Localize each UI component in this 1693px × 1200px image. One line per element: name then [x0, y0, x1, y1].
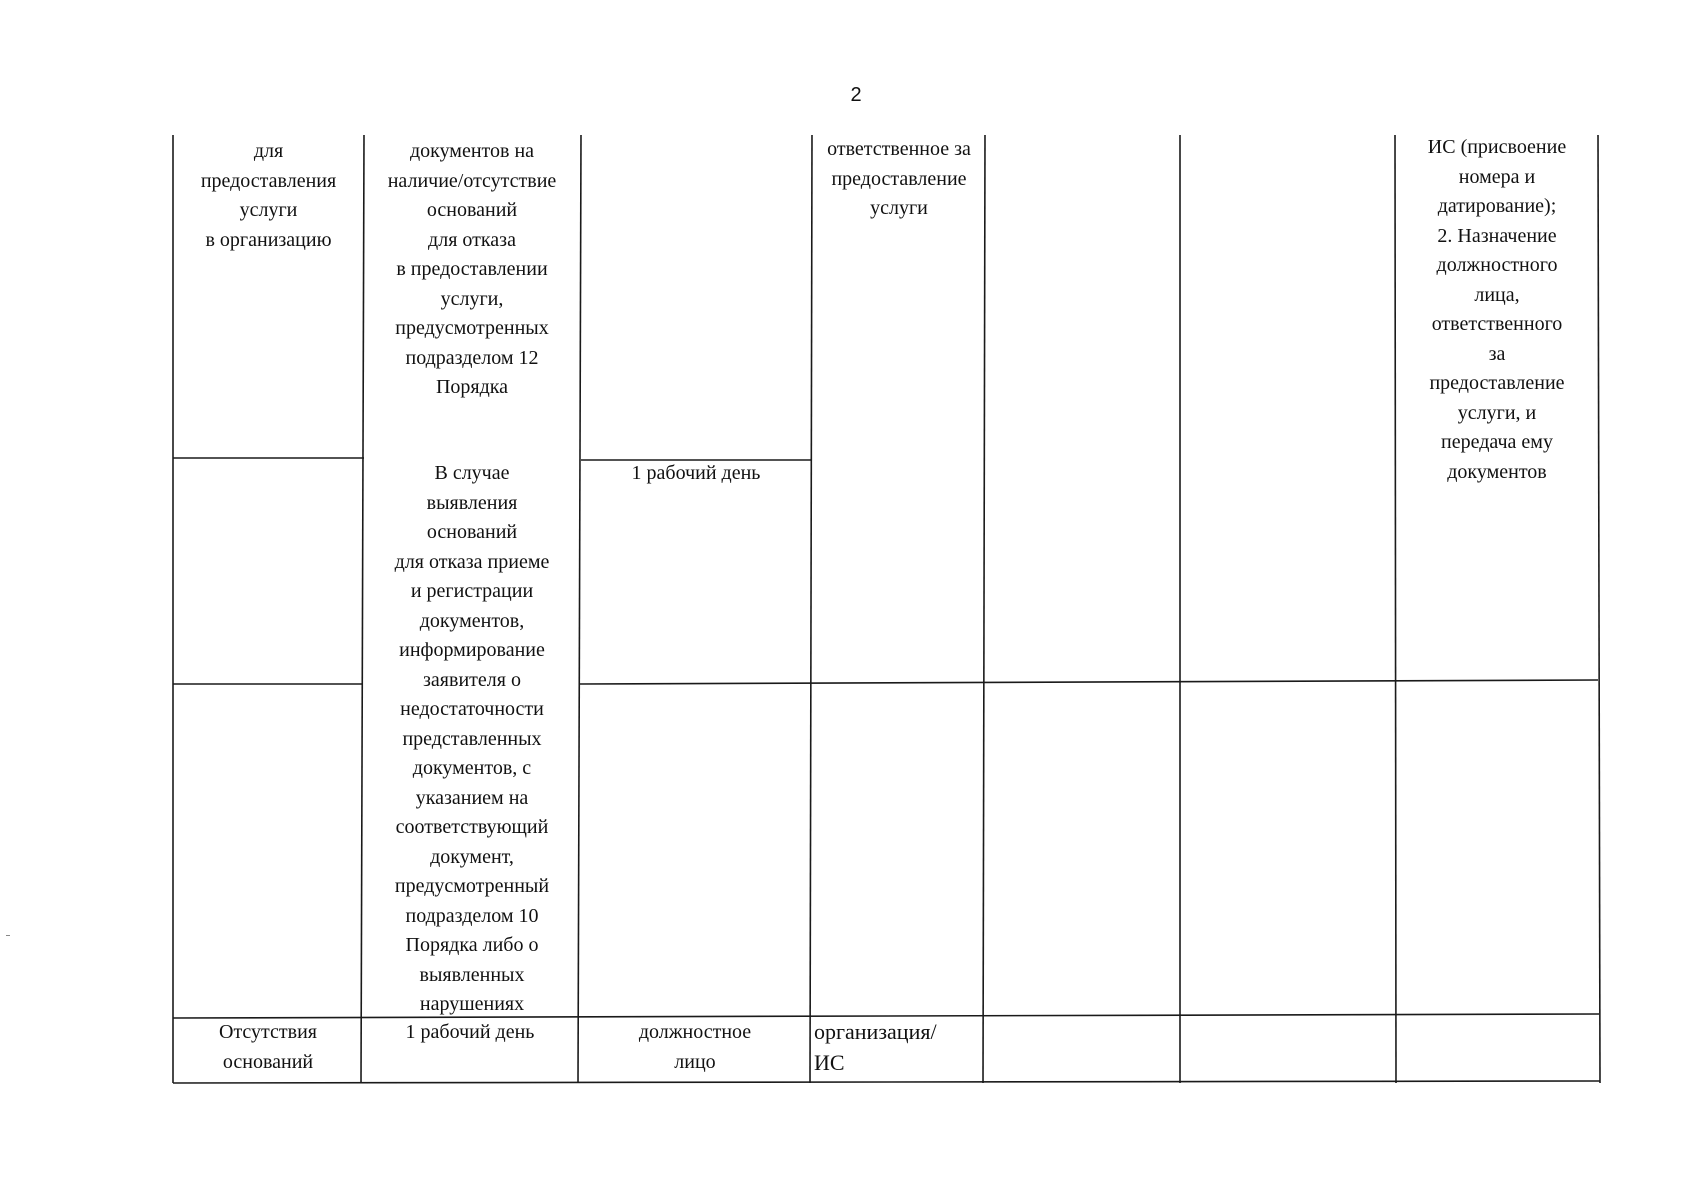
cell-r4-c3: должностное лицо	[638, 1021, 752, 1073]
cell-r1-c2: документов на наличие/отсутствие оснований для отказа в предоставлении услуги, предусмотренных подразделом 12 Порядка	[387, 140, 557, 398]
cell-r1-c7: ИС (присвоение номера и датирование); 2. Назначение должностного лица, ответственного за предоставление услуги, и передача ему документов	[1427, 136, 1567, 483]
cell-r1-c4: ответственное за предоставление услуги	[827, 138, 971, 219]
scan-speck	[6, 935, 10, 936]
table-border-bottom	[173, 1081, 1600, 1083]
table-border-right	[1598, 135, 1600, 1083]
page-number: 2	[850, 84, 862, 106]
cell-r4-c1: Отсутствия оснований	[219, 1021, 317, 1073]
row-divider-2-col3to7	[580, 680, 1598, 684]
column-divider-4	[983, 135, 985, 1083]
cell-r2-c2: В случае выявления оснований для отказа приеме и регистрации документов, информирование заявителя о недостаточности представленных документов, с указанием на соответствующий документ, предусмотренный подразделом 10 Порядка либо о выявленных нарушениях	[394, 462, 550, 1015]
cell-r1-c1: для предоставления услуги в организацию	[200, 140, 337, 251]
column-divider-3	[810, 135, 812, 1083]
cell-r4-c4: организация/ ИС	[814, 1019, 937, 1075]
cell-r2-c3: 1 рабочий день	[631, 462, 761, 484]
cell-r4-c2: 1 рабочий день	[405, 1021, 535, 1043]
column-divider-6	[1395, 135, 1396, 1083]
